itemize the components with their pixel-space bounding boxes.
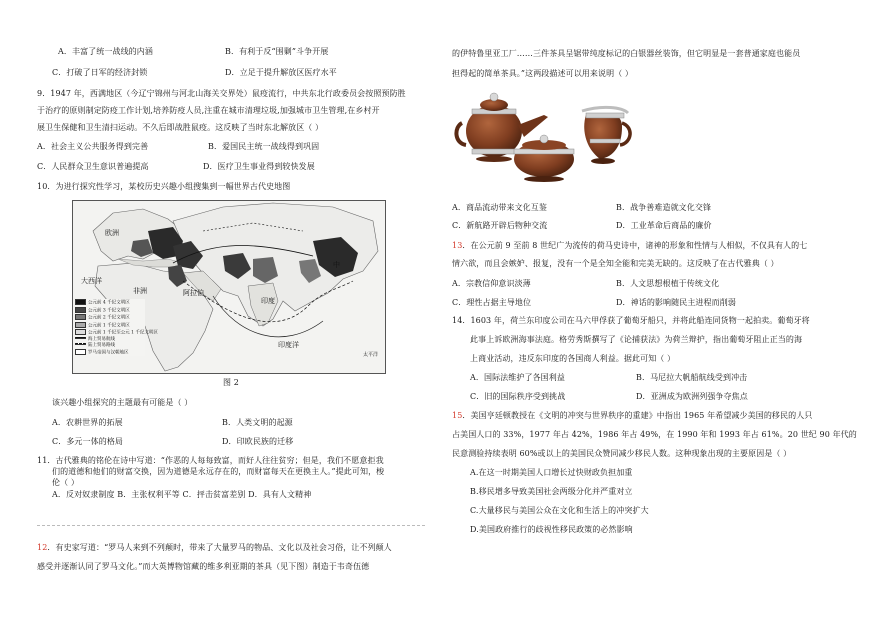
q15-text-line1: ．美国亨廷顿教授在《文明的冲突与世界秩序的重建》中指出 1965 年希望减少美国的移民的人只	[462, 411, 813, 420]
q14-option-a: A．国际法维护了各国利益	[470, 373, 565, 382]
q13-option-a: A．宗教信仰意识淡薄	[452, 279, 531, 288]
map-label-africa: 非洲	[133, 287, 147, 295]
q13-option-c: C．理性占据主导地位	[452, 298, 532, 307]
q12-number: 12	[37, 543, 48, 552]
legend-item: 公元前 2 千纪文明区	[88, 315, 130, 321]
q9-option-a: A．社会主义公共服务得到完善	[37, 142, 149, 151]
q12-option-b: B．战争善难造就文化交锋	[616, 203, 712, 212]
q13-number: 13	[452, 241, 463, 250]
legend-item: 海上贸易航线	[88, 336, 115, 342]
q8-option-a: A．丰富了统一战线的内涵	[58, 47, 153, 56]
q12-stem-line4: 担得起的简单茶具。”这两段描述可以用来说明（ ）	[452, 69, 634, 78]
q12-stem-line1	[37, 542, 392, 553]
legend-item: 公元前 1 千纪至公元 1 千纪文明区	[88, 330, 158, 336]
map-label-atlantic: 大西洋	[81, 277, 102, 285]
map-label-pacific: 太平洋	[363, 352, 379, 358]
map-label-indian-ocean: 印度洋	[278, 341, 299, 349]
q10-stem: 10．为进行探究性学习，某校历史兴趣小组搜集到一幅世界古代史地图	[37, 182, 291, 191]
q9-option-c: C．人民群众卫生意识普遍提高	[37, 162, 149, 171]
q9-option-b: B．爱国民主统一战线得到巩固	[208, 142, 320, 151]
q10-question: 该兴趣小组探究的主题最有可能是（ ）	[52, 398, 193, 407]
section-divider	[37, 525, 425, 526]
q14-stem-line2: 此事上诉欧洲海事法庭。格劳秀斯撰写了《论捕获法》为荷兰辩护，指出葡萄牙阻止正当的海	[470, 335, 803, 344]
q15-option-b: B.移民增多导致美国社会两级分化并严重对立	[470, 487, 633, 496]
q11-stem-line1: 11．古代雅典的铭伦在诗中写道：“作恶的人每每致富，而好人往往贫穷；但是，我们不愿意拒我	[37, 456, 384, 465]
map-label-india: 印度	[261, 297, 275, 305]
q15-option-a: A.在这一时期美国人口增长过快财政负担加重	[470, 468, 633, 477]
legend-item: 罗马帝国与汉朝地区	[88, 350, 129, 355]
victorian-tea-set-image	[452, 87, 637, 193]
q13-stem-line2: 情六欲，而且会嫉妒、报复，没有一个是全知全能和完美无缺的。这反映了在古代雅典（ ）	[452, 259, 779, 268]
q9-stem-line1: 9．1947 年，西满地区（今辽宁锦州与河北山海关交界处）鼠疫流行，中共东北行政委员会按照预防胜	[37, 89, 406, 98]
map-label-china: 中	[333, 261, 340, 269]
legend-item: 公元前 3 千纪文明区	[88, 308, 130, 313]
q13-text-line1: ．在公元前 9 至前 8 世纪广为流传的荷马史诗中，诸神的形象和性情与人相似，不仅具有人的七	[462, 241, 808, 250]
map-label-arabia: 阿拉伯	[183, 289, 204, 297]
q12-text-line1: ．有史家写道：“罗马人来到不列颠时，带来了大量罗马的物品、文化以及社会习俗，让不列颠人	[47, 543, 392, 552]
q12-stem-line2: 感受并逐渐认同了罗马文化。”而大英博物馆藏的维多利亚期的茶具（见下图）制造于韦奇伍德	[37, 562, 370, 571]
q14-stem-line3: 上商业活动，违反东印度的各国商人利益。据此可知（ ）	[470, 354, 676, 363]
q8-option-b: B．有利于反“围剿”斗争开展	[225, 47, 329, 56]
legend-item: 公元前 1 千纪文明区	[88, 323, 130, 328]
legend-item: 陆上贸易路线	[88, 342, 115, 348]
tea-set-drawing	[452, 87, 637, 193]
q14-option-c: C．旧的国际秩序受到挑战	[470, 392, 566, 401]
q15-option-d: D.美国政府推行的歧视性移民政策的必然影响	[470, 525, 633, 534]
q13-stem-line1	[452, 240, 807, 251]
legend-item: 公元前 4 千纪文明区	[88, 300, 130, 306]
q14-stem-line1: 14．1603 年，荷兰东印度公司在马六甲俘获了葡萄牙船只，并将此船连同货物一起拍卖。葡萄牙将	[452, 316, 810, 325]
q11-options: A．反对奴隶制度 B．主张权利平等 C．抨击贫富差别 D．具有人文精神	[52, 490, 312, 499]
q11-stem-line2: 们的道德和他们的财富交换，因为道德是永远存在的，而财富每天在更换主人。”提此可知，梭	[52, 467, 385, 476]
map-label-europe: 欧洲	[105, 229, 119, 237]
q14-option-b: B．马尼拉大帆船航线受到冲击	[636, 373, 748, 382]
q14-option-d: D．亚洲成为欧洲列强争夺焦点	[636, 392, 748, 401]
q11-stem-line3: 伦（ ）	[52, 478, 79, 487]
figure-caption: 图 2	[223, 378, 239, 387]
q9-stem-line3: 展卫生保健和卫生清扫运动。不久后即战胜鼠疫。这反映了当时东北解放区（ ）	[37, 123, 324, 132]
map-legend	[75, 299, 158, 356]
q15-stem-line2: 占美国人口的 33%，1977 年占 42%，1986 年占 49%，在 1990 年和 1993 年占 61%。20 世纪 90 年代的	[452, 430, 857, 439]
q8-option-d: D．立足于提升解放区医疗水平	[225, 68, 337, 77]
q15-stem-line3: 民意测验持续表明 60%或以上的美国民众赞同减少移民人数。这种现象出现的主要原因是（ ）	[452, 449, 792, 458]
q12-option-d: D．工业革命后商品的廉价	[616, 221, 712, 230]
q10-option-c: C．多元一体的格局	[52, 437, 124, 446]
ancient-world-map	[72, 200, 386, 374]
q13-option-d: D．神话的影响随民主进程而削弱	[616, 298, 736, 307]
q13-option-b: B．人文思想根植于传统文化	[616, 279, 720, 288]
q10-option-d: D．印欧民族的迁移	[222, 437, 294, 446]
q15-number: 15	[452, 411, 463, 420]
q9-option-d: D．医疗卫生事业得到较快发展	[203, 162, 315, 171]
q15-stem-line1	[452, 410, 812, 421]
q15-option-c: C.大量移民与美国公众在文化和生活上的冲突扩大	[470, 506, 649, 515]
q12-stem-line3: 的伊特鲁里亚工厂……三件茶具呈锯带纯度标记的白银器丝装饰，但它明显是一套普通家庭也能员	[452, 49, 801, 58]
q10-option-b: B．人类文明的起源	[222, 418, 293, 427]
q12-option-a: A．商品流动带来文化互鉴	[452, 203, 547, 212]
q8-option-c: C．打破了日军的经济封锁	[52, 68, 148, 77]
q12-option-c: C．新航路开辟后物种交流	[452, 221, 548, 230]
q10-option-a: A．农耕世界的拓展	[52, 418, 123, 427]
q9-stem-line2: 于治疗的原则制定防疫工作计划,培养防疫人员,注重在城市清理垃圾,加强城市卫生管理,在乡村开	[37, 106, 380, 115]
